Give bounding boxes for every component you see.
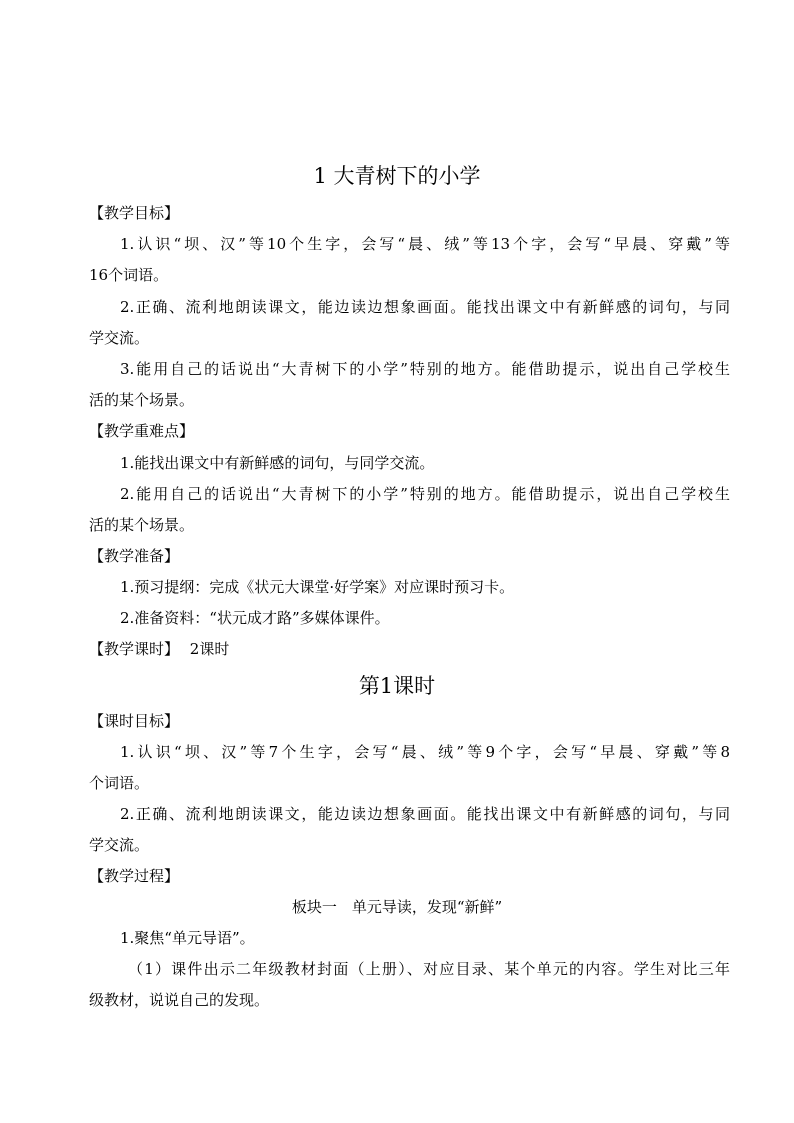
period-goal-item-1-line2: 个词语。 <box>89 774 150 792</box>
period-title: 第1课时 <box>358 674 436 698</box>
process-step-1-sub-line1: （1）课件出示二年级教材封面（上册）、对应目录、某个单元的内容。学生对比三年 <box>128 960 730 978</box>
process-step-1-sub-line2: 级教材，说说自己的发现。 <box>89 991 270 1009</box>
goal-item-1-line2: 16个词语。 <box>89 266 169 284</box>
preparation-item-2: 2.准备资料：“状元成才路”多媒体课件。 <box>120 609 390 627</box>
key-point-item-2-line2: 活的某个场景。 <box>89 516 195 534</box>
key-point-item-2-line1: 2.能用自己的话说出“大青树下的小学”特别的地方。能借助提示，说出自己学校生 <box>120 485 730 503</box>
hours-value: 2课时 <box>189 640 230 658</box>
section-hours <box>89 639 729 659</box>
section-heading-key-points: 【教学重难点】 <box>89 422 195 440</box>
section-heading-preparation: 【教学准备】 <box>89 547 180 565</box>
goal-item-2-line1: 2.正确、流利地朗读课文，能边读边想象画面。能找出课文中有新鲜感的词句，与同 <box>120 298 730 316</box>
preparation-item-1: 1.预习提纲：完成《状元大课堂·好学案》对应课时预习卡。 <box>120 578 515 596</box>
lesson-title: 1 大青树下的小学 <box>313 164 481 188</box>
key-point-item-1: 1.能找出课文中有新鲜感的词句，与同学交流。 <box>120 454 435 472</box>
goal-item-2-line2: 学交流。 <box>89 329 150 347</box>
goal-item-3-line2: 活的某个场景。 <box>89 391 195 409</box>
section-heading-process: 【教学过程】 <box>89 867 180 885</box>
period-goal-item-1-line1: 1.认识“坝、汉”等7个生字，会写“晨、绒”等9个字，会写“早晨、穿戴”等8 <box>120 743 730 761</box>
goal-item-3-line1: 3.能用自己的话说出“大青树下的小学”特别的地方。能借助提示，说出自己学校生 <box>120 360 730 378</box>
period-goal-item-2-line2: 学交流。 <box>89 836 150 854</box>
goal-item-1-line1: 1.认识“坝、汉”等10个生字，会写“晨、绒”等13个字，会写“早晨、穿戴”等 <box>120 235 730 253</box>
section-heading-period-goals: 【课时目标】 <box>89 712 180 730</box>
process-block-title: 板块一 单元导读，发现“新鲜” <box>291 898 503 916</box>
section-heading-goals: 【教学目标】 <box>89 204 180 222</box>
process-step-1: 1.聚焦“单元导语”。 <box>120 929 255 947</box>
period-goal-item-2-line1: 2.正确、流利地朗读课文，能边读边想象画面。能找出课文中有新鲜感的词句，与同 <box>120 805 730 823</box>
section-heading-hours: 【教学课时】 <box>89 640 180 658</box>
